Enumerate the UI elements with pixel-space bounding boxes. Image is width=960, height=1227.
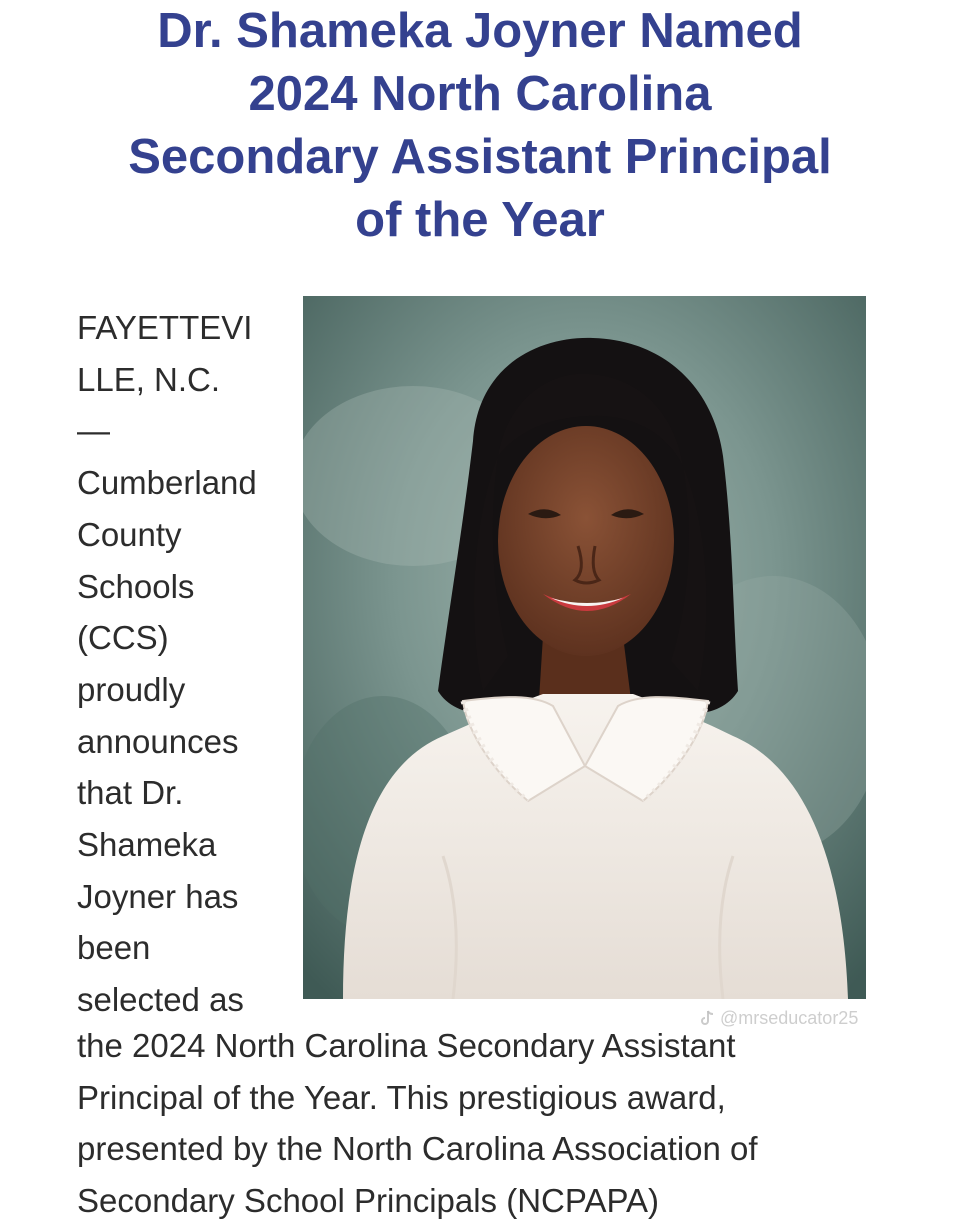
headline-line: Dr. Shameka Joyner Named (157, 4, 803, 58)
body-line: Principal of the Year. This prestigious award, (77, 1078, 726, 1116)
body-line: Cumberland (77, 464, 257, 502)
article-headline (40, 0, 920, 252)
body-line: selected as (77, 981, 244, 1019)
body-line: FAYETTEVI (77, 309, 253, 346)
body-line: presented by the North Carolina Association of (77, 1130, 758, 1168)
body-line: Schools (77, 567, 195, 605)
headline-line: Secondary Assistant Principal (128, 130, 832, 184)
body-line: Shameka (77, 826, 217, 864)
headline-line: 2024 North Carolina (248, 67, 712, 121)
body-line: the 2024 North Carolina Secondary Assistant (77, 1027, 736, 1064)
body-line: (CCS) (77, 619, 169, 657)
portrait-photo (303, 296, 866, 999)
body-line: County (77, 515, 182, 553)
portrait-illustration (303, 296, 866, 999)
watermark-handle: @mrseducator25 (720, 1008, 859, 1028)
article-body-wide (77, 1020, 937, 1227)
body-line: been (77, 929, 151, 967)
body-line: that Dr. (77, 774, 184, 812)
article-body-narrow (77, 302, 282, 1026)
body-line: Joyner has (77, 877, 239, 915)
body-line: — (77, 412, 110, 450)
body-line: proudly (77, 670, 186, 708)
body-line: LLE, N.C. (77, 360, 221, 398)
body-line: announces (77, 722, 239, 760)
body-line: Secondary School Principals (NCPAPA) (77, 1182, 660, 1220)
headline-line: of the Year (355, 193, 605, 247)
